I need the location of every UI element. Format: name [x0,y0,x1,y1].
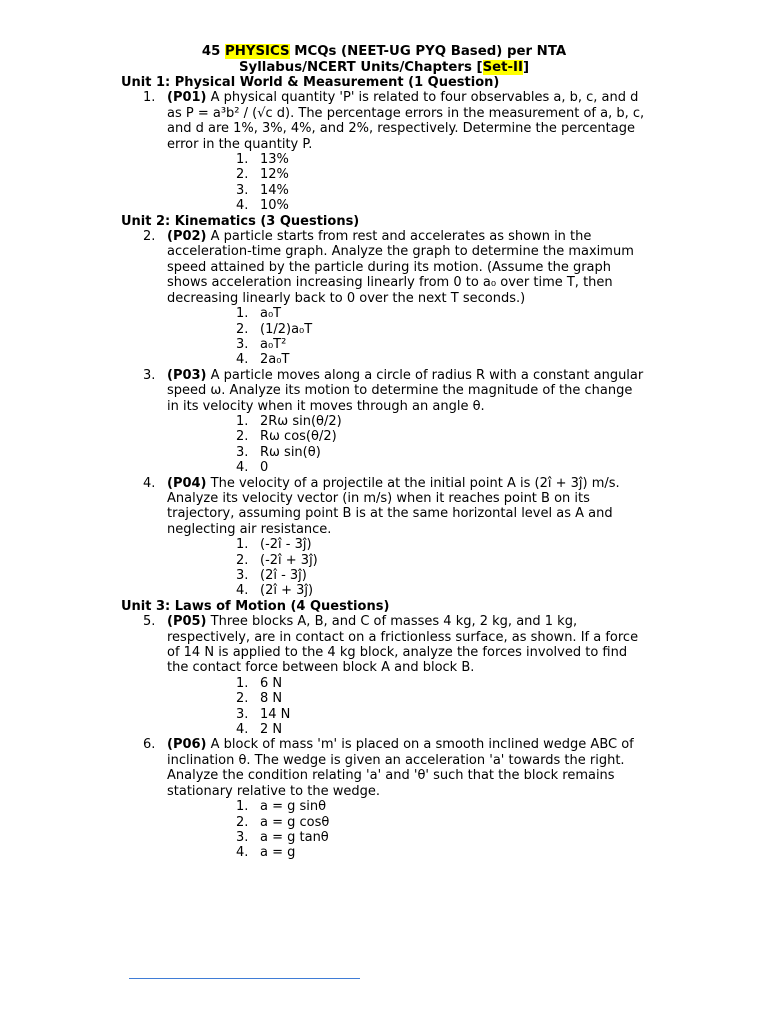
option-number: 4. [236,583,249,599]
option-text: a = g cosθ [260,814,330,830]
option-number: 1. [236,799,249,815]
option-item [236,460,768,476]
option-number: 3. [236,829,249,845]
question-body: The velocity of a projectile at the initial point A is (2î + 3ĵ) m/s. Analyze its velocity vector (in m/s) when it reaches point B on its trajectory, assuming point B is at the same horizontal level as A and neglecting air resistance. [167,475,620,537]
option-item [236,691,768,707]
options-list-p05 [0,676,768,738]
question-text [167,368,645,414]
question-number: 5. [143,614,156,630]
options-list-p04 [0,537,768,599]
question-number: 2. [143,229,156,245]
options-list-p06 [0,799,768,861]
question-number: 3. [143,367,156,383]
option-item [236,152,768,168]
option-number: 2. [236,429,249,445]
option-text: (1/2)a₀T [260,321,313,337]
title-line2-start: Syllabus/NCERT Units/Chapters [ [238,59,483,75]
option-item [236,182,768,198]
option-text: a = g [260,845,296,861]
option-item [236,568,768,583]
options-list-p02 [0,306,768,368]
option-text: Rω sin(θ) [260,444,321,460]
unit-heading-3: Unit 3: Laws of Motion (4 Questions) [121,598,390,614]
option-item [236,321,768,337]
option-text: (-2î + 3ĵ) [260,552,318,568]
option-number: 3. [236,444,249,460]
option-text: 6 N [260,675,283,691]
option-item [236,829,768,845]
option-text: 14% [260,182,289,198]
option-number: 2. [236,167,249,183]
document-page [0,44,768,861]
option-number: 2. [236,814,249,830]
question-number: 4. [143,475,156,491]
option-number: 1. [236,152,249,168]
options-list-p03 [0,414,768,476]
option-item [236,722,768,738]
option-item [236,336,768,352]
question-p01 [143,90,645,152]
question-id: (P05) [167,614,207,630]
option-number: 3. [236,568,249,583]
question-body: A particle starts from rest and accelerates as shown in the acceleration-time graph. Analyze the graph to determine the maximum speed attained by the particle during its motion. (Assume the graph shows acceleration increasing linearly from 0 to a₀ over time T, then decreasing linearly back to 0 over the next T seconds.) [167,229,634,306]
option-number: 1. [236,413,249,429]
question-text [167,476,645,538]
option-number: 4. [236,722,249,738]
unit-heading-2: Unit 2: Kinematics (3 Questions) [121,213,360,229]
option-number: 3. [236,706,249,722]
option-item [236,675,768,691]
document-title-line-2 [0,60,768,76]
option-item [236,814,768,830]
question-body: A block of mass 'm' is placed on a smooth inclined wedge ABC of inclination θ. The wedge is given an acceleration 'a' towards the right. Analyze the condition relating 'a' and 'θ' such that the block remains stationary relative to the wedge. [167,737,634,799]
question-text [167,90,645,152]
option-item [236,306,768,322]
option-number: 2. [236,691,249,707]
option-text: a = g tanθ [260,829,329,845]
question-text [167,737,645,799]
option-item [236,706,768,722]
question-p04 [143,475,645,538]
question-text [167,614,645,676]
option-text: (2î - 3ĵ) [260,568,307,583]
document-title-line-1 [0,44,768,60]
title-line2-end: ] [522,59,530,75]
option-text: 14 N [260,706,291,722]
question-p05 [143,614,645,676]
option-item [236,167,768,183]
option-item [236,845,768,861]
option-item [236,537,768,553]
option-text: 2Rω sin(θ/2) [260,413,342,429]
option-number: 2. [236,552,249,568]
question-body: Three blocks A, B, and C of masses 4 kg, 2 kg, and 1 kg, respectively, are in contact on a frictionless surface, as shown. If a force of 14 N is applied to the 4 kg block, analyze the forces involved to find the contact force between block A and block B. [167,614,639,676]
option-text: Rω cos(θ/2) [260,429,337,445]
option-number: 4. [236,352,249,368]
option-item [236,444,768,460]
option-text: 2 N [260,722,283,738]
option-number: 3. [236,182,249,198]
question-number: 1. [143,90,156,106]
option-text: (-2î - 3ĵ) [260,537,312,553]
question-body: A particle moves along a circle of radius R with a constant angular speed ω. Analyze its motion to determine the magnitude of the change in its velocity when it moves through an angle θ. [167,367,644,414]
option-item [236,799,768,815]
option-item [236,352,768,368]
option-item [236,583,768,599]
footnote-separator-line [129,978,360,979]
question-id: (P01) [167,90,207,106]
question-body: A physical quantity 'P' is related to four observables a, b, c, and d as P = a³b² / (√c d). The percentage errors in the measurement of a, b, c, and d are 1%, 3%, 4%, and 2%, respectively. Determine the percentage error in the quantity P. [167,90,645,152]
question-text [167,229,645,306]
title-prefix: 45 [201,44,225,59]
option-number: 2. [236,321,249,337]
option-text: 12% [260,167,289,183]
option-number: 4. [236,198,249,214]
question-id: (P03) [167,367,207,383]
option-item [236,198,768,214]
option-item [236,552,768,568]
question-id: (P06) [167,737,207,753]
option-text: (2î + 3ĵ) [260,583,314,599]
option-number: 1. [236,675,249,691]
option-number: 1. [236,537,249,553]
option-item [236,413,768,429]
question-p03 [143,367,645,414]
option-item [236,429,768,445]
option-text: a₀T² [260,336,287,352]
option-text: 8 N [260,691,283,707]
title-highlight-set: Set-II [482,59,523,75]
question-p02 [143,229,645,306]
option-number: 4. [236,845,249,861]
question-p06 [143,737,645,799]
option-text: a = g sinθ [260,799,327,815]
option-number: 3. [236,336,249,352]
question-id: (P02) [167,229,207,245]
option-text: 13% [260,152,289,168]
question-id: (P04) [167,475,207,491]
option-number: 1. [236,306,249,322]
option-number: 4. [236,460,249,476]
title-middle: MCQs (NEET-UG PYQ Based) per NTA [289,44,567,59]
option-text: 10% [260,198,289,214]
unit-heading-1: Unit 1: Physical World & Measurement (1 Question) [121,75,500,90]
title-highlight-physics: PHYSICS [224,44,290,59]
option-text: 0 [260,460,269,476]
option-text: 2a₀T [260,352,290,368]
option-text: a₀T [260,306,282,322]
options-list-p01 [0,152,768,214]
question-number: 6. [143,737,156,753]
